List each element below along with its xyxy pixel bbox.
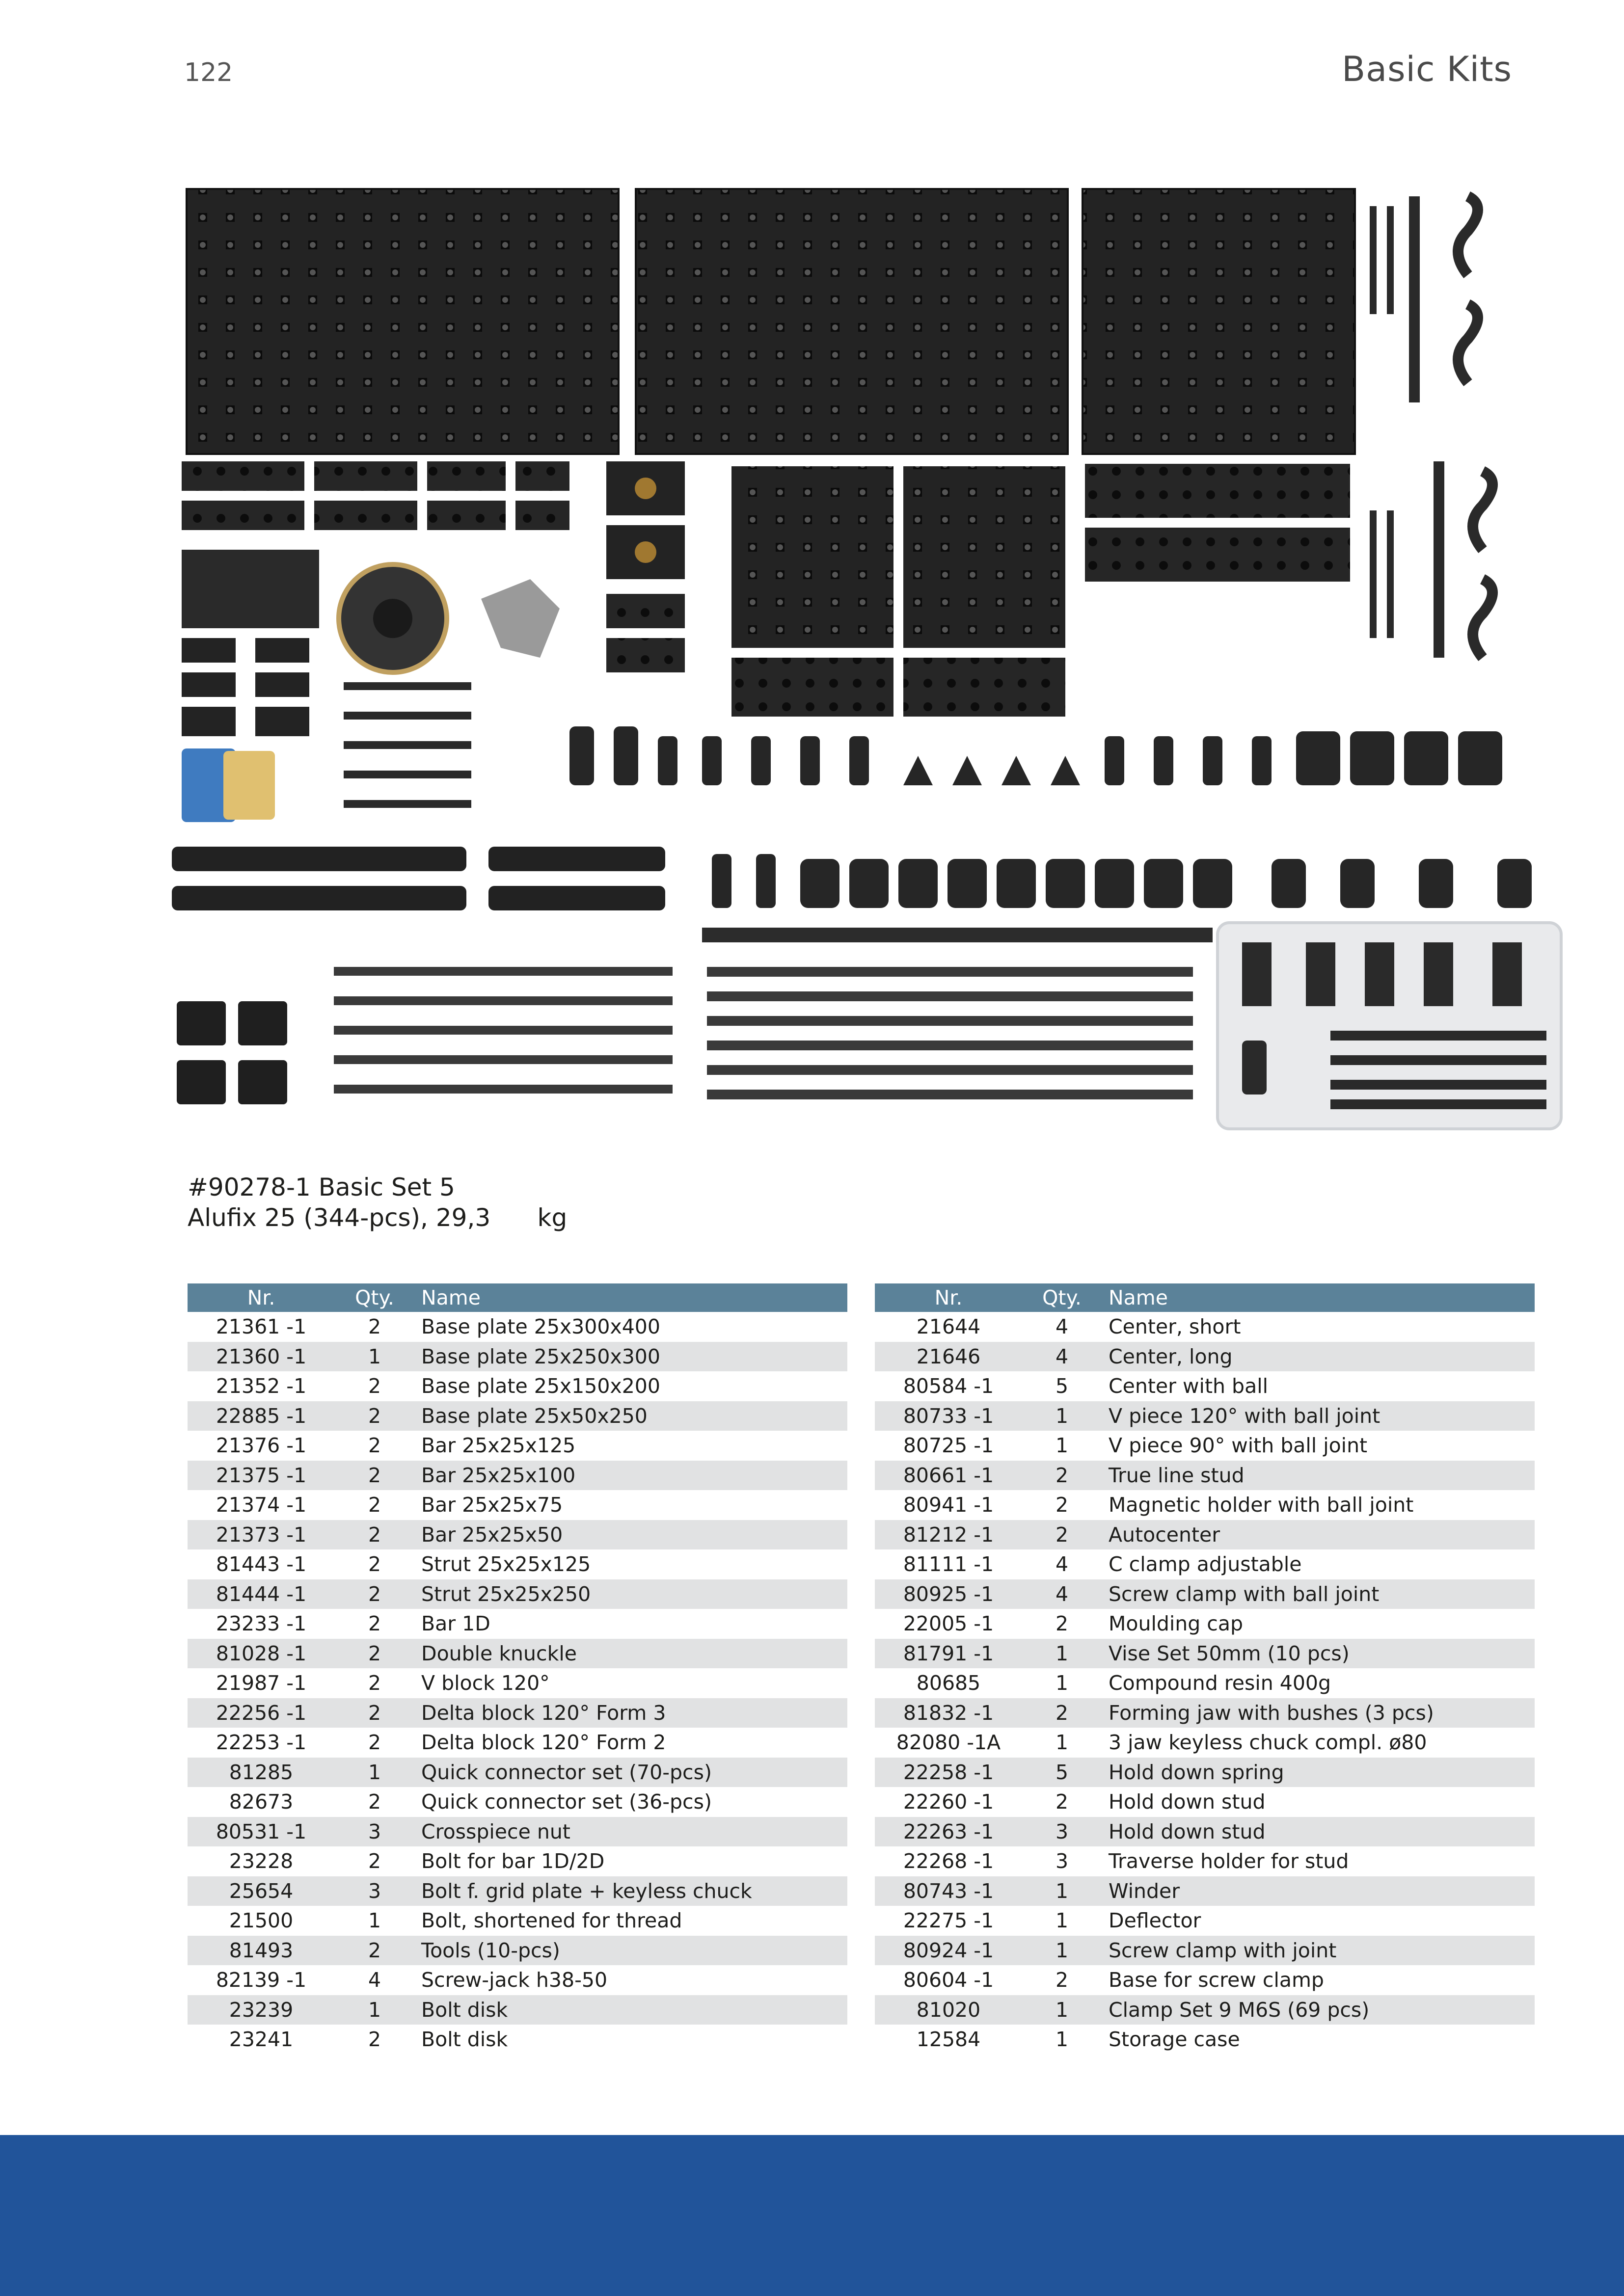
part-number-cell: 21644 [916, 1315, 981, 1339]
part-name-cell: Tools (10-pcs) [414, 1936, 847, 1966]
table-row [188, 1668, 847, 1698]
table-row [875, 1312, 1535, 1342]
part-number-cell: 81832 -1 [875, 1698, 1022, 1728]
table-row [188, 1401, 847, 1431]
part-name-cell: Traverse holder for stud [1109, 1849, 1349, 1873]
parts-table-body [875, 1312, 1535, 2055]
quantity-cell: 2 [1055, 1612, 1069, 1636]
part-name-cell: Base plate 25x300x400 [421, 1315, 660, 1339]
set-title: #90278-1 Basic Set 5 [188, 1173, 455, 1201]
table-row [875, 1787, 1535, 1817]
part-number-cell: 80941 -1 [903, 1493, 994, 1517]
table-row [188, 1371, 847, 1401]
table-row [875, 1461, 1535, 1491]
part-number-cell: 22885 -1 [188, 1401, 335, 1431]
section-title: Basic Kits [1342, 49, 1512, 89]
part-name-cell: True line stud [1102, 1461, 1535, 1491]
quantity-cell: 2 [368, 1612, 381, 1636]
part-number-cell: 21374 -1 [216, 1493, 307, 1517]
table-row [875, 1698, 1535, 1728]
part-number-cell: 81493 [188, 1936, 335, 1966]
quantity-cell: 2 [335, 1639, 414, 1669]
part-name-cell: Magnetic holder with ball joint [1109, 1493, 1414, 1517]
quantity-cell: 2 [335, 1401, 414, 1431]
part-name-cell: Bar 25x25x125 [421, 1434, 576, 1458]
set-subtitle: Alufix 25 (344-pcs), 29,3 kg [188, 1203, 568, 1232]
table-row [875, 1431, 1535, 1461]
quantity-cell: 1 [335, 1342, 414, 1372]
part-name-cell: Bolt disk [421, 2028, 508, 2052]
table-row [188, 1609, 847, 1639]
column-header-nr: Nr. [875, 1283, 1022, 1312]
part-name-cell: Bolt disk [414, 1995, 847, 2025]
part-name-cell: Strut 25x25x125 [421, 1552, 591, 1576]
column-header-qty: Qty. [335, 1283, 414, 1312]
part-name-cell: Storage case [1109, 2028, 1240, 2052]
quantity-cell: 1 [1055, 1671, 1069, 1695]
table-row [188, 1312, 847, 1342]
part-number-cell: 21352 -1 [216, 1374, 307, 1398]
table-row [875, 1520, 1535, 1550]
quantity-cell: 2 [335, 1461, 414, 1491]
quantity-cell: 1 [1055, 1731, 1069, 1755]
table-row [188, 1520, 847, 1550]
table-row [188, 1817, 847, 1847]
quantity-cell: 3 [335, 1876, 414, 1906]
quantity-cell: 1 [1022, 1401, 1102, 1431]
part-name-cell: C clamp adjustable [1109, 1552, 1302, 1576]
table-row [875, 1965, 1535, 1995]
quantity-cell: 1 [1022, 1936, 1102, 1966]
part-number-cell: 81212 -1 [875, 1520, 1022, 1550]
quantity-cell: 2 [335, 1520, 414, 1550]
quantity-cell: 2 [368, 1493, 381, 1517]
quantity-cell: 2 [368, 1671, 381, 1695]
part-number-cell: 81028 -1 [188, 1639, 335, 1669]
quantity-cell: 2 [368, 1552, 381, 1576]
part-name-cell: Base for screw clamp [1109, 1968, 1324, 1992]
parts-table-body [188, 1312, 847, 2055]
table-row [188, 2025, 847, 2055]
part-name-cell: Quick connector set (70-pcs) [414, 1758, 847, 1788]
part-number-cell: 80685 [916, 1671, 981, 1695]
part-number-cell: 82080 -1A [896, 1731, 1001, 1755]
part-name-cell: Base plate 25x50x250 [414, 1401, 847, 1431]
part-number-cell: 80531 -1 [188, 1817, 335, 1847]
column-header-name: Name [414, 1283, 847, 1312]
set-heading [188, 1172, 567, 1233]
parts-table-left [188, 1283, 847, 2055]
quantity-cell: 1 [1055, 2028, 1069, 2052]
table-row [875, 1342, 1535, 1372]
table-row [188, 1461, 847, 1491]
quantity-cell: 3 [1022, 1817, 1102, 1847]
quantity-cell: 4 [1055, 1552, 1069, 1576]
table-row [875, 1906, 1535, 1936]
part-name-cell: Bar 25x25x75 [421, 1493, 563, 1517]
part-number-cell: 80743 -1 [875, 1876, 1022, 1906]
table-row [188, 1965, 847, 1995]
part-name-cell: Double knuckle [414, 1639, 847, 1669]
table-row [188, 1639, 847, 1669]
table-row [188, 1579, 847, 1609]
part-name-cell: Center with ball [1109, 1374, 1268, 1398]
part-number-cell: 21360 -1 [188, 1342, 335, 1372]
table-row [875, 1371, 1535, 1401]
part-number-cell: 23239 [188, 1995, 335, 2025]
quantity-cell: 5 [1022, 1758, 1102, 1788]
table-row [188, 1787, 847, 1817]
table-row [875, 1995, 1535, 2025]
quantity-cell: 2 [1055, 1790, 1069, 1814]
table-row [875, 1639, 1535, 1669]
part-name-cell: Winder [1102, 1876, 1535, 1906]
part-number-cell: 81285 [188, 1758, 335, 1788]
part-name-cell: Bolt for bar 1D/2D [421, 1849, 605, 1873]
quantity-cell: 2 [368, 1849, 381, 1873]
table-row [875, 1876, 1535, 1906]
quantity-cell: 2 [368, 1315, 381, 1339]
quantity-cell: 2 [368, 2028, 381, 2052]
table-row [188, 1846, 847, 1876]
part-name-cell: Bolt f. grid plate + keyless chuck [414, 1876, 847, 1906]
part-name-cell: Compound resin 400g [1109, 1671, 1331, 1695]
part-number-cell: 21375 -1 [188, 1461, 335, 1491]
part-name-cell: Screw clamp with ball joint [1102, 1579, 1535, 1609]
quantity-cell: 2 [1022, 1461, 1102, 1491]
part-number-cell: 21987 -1 [216, 1671, 307, 1695]
quantity-cell: 4 [368, 1968, 381, 1992]
table-row [188, 1995, 847, 2025]
part-name-cell: Vise Set 50mm (10 pcs) [1102, 1639, 1535, 1669]
table-row [188, 1549, 847, 1579]
quantity-cell: 3 [1055, 1849, 1069, 1873]
quantity-cell: 2 [368, 1374, 381, 1398]
table-row [188, 1490, 847, 1520]
part-name-cell: Quick connector set (36-pcs) [421, 1790, 712, 1814]
part-name-cell: Deflector [1109, 1909, 1201, 1933]
quantity-cell: 1 [335, 1995, 414, 2025]
table-header-row [188, 1283, 847, 1312]
parts-table-right [875, 1283, 1535, 2055]
part-name-cell: Forming jaw with bushes (3 pcs) [1102, 1698, 1535, 1728]
part-name-cell: Center, long [1102, 1342, 1535, 1372]
part-number-cell: 22268 -1 [903, 1849, 994, 1873]
table-row [875, 1490, 1535, 1520]
part-number-cell: 23228 [229, 1849, 294, 1873]
quantity-cell: 1 [1055, 1909, 1069, 1933]
part-number-cell: 81443 -1 [216, 1552, 307, 1576]
part-number-cell: 80604 -1 [903, 1968, 994, 1992]
product-photo [162, 177, 1581, 1144]
part-name-cell: Bar 25x25x50 [414, 1520, 847, 1550]
quantity-cell: 4 [1022, 1579, 1102, 1609]
quantity-cell: 1 [335, 1758, 414, 1788]
part-number-cell: 80661 -1 [875, 1461, 1022, 1491]
part-name-cell: Crosspiece nut [414, 1817, 847, 1847]
part-number-cell: 23233 -1 [216, 1612, 307, 1636]
part-number-cell: 81444 -1 [188, 1579, 335, 1609]
part-name-cell: Bar 1D [421, 1612, 490, 1636]
part-number-cell: 22005 -1 [903, 1612, 994, 1636]
part-name-cell: Screw clamp with joint [1102, 1936, 1535, 1966]
part-number-cell: 21646 [875, 1342, 1022, 1372]
table-row [188, 1906, 847, 1936]
part-number-cell: 80924 -1 [875, 1936, 1022, 1966]
column-header-name: Name [1102, 1283, 1535, 1312]
quantity-cell: 3 [335, 1817, 414, 1847]
part-number-cell: 22260 -1 [903, 1790, 994, 1814]
part-number-cell: 25654 [188, 1876, 335, 1906]
part-number-cell: 81020 [875, 1995, 1022, 2025]
quantity-cell: 4 [1055, 1315, 1069, 1339]
part-number-cell: 80925 -1 [875, 1579, 1022, 1609]
part-number-cell: 21373 -1 [188, 1520, 335, 1550]
part-name-cell: V piece 120° with ball joint [1102, 1401, 1535, 1431]
table-row [188, 1431, 847, 1461]
part-number-cell: 22275 -1 [903, 1909, 994, 1933]
column-header-nr: Nr. [188, 1283, 335, 1312]
quantity-cell: 4 [1022, 1342, 1102, 1372]
part-number-cell: 82139 -1 [216, 1968, 307, 1992]
part-number-cell: 23241 [229, 2028, 294, 2052]
table-row [875, 1579, 1535, 1609]
part-name-cell: Strut 25x25x250 [414, 1579, 847, 1609]
quantity-cell: 1 [1022, 1995, 1102, 2025]
quantity-cell: 2 [1022, 1698, 1102, 1728]
quantity-cell: 1 [1055, 1434, 1069, 1458]
quantity-cell: 2 [368, 1434, 381, 1458]
kit-components-illustration [162, 177, 1581, 1144]
quantity-cell: 1 [368, 1909, 381, 1933]
quantity-cell: 2 [1022, 1520, 1102, 1550]
part-name-cell: Hold down spring [1102, 1758, 1535, 1788]
table-row [188, 1728, 847, 1758]
quantity-cell: 2 [335, 1698, 414, 1728]
table-row [188, 1342, 847, 1372]
table-row [875, 1668, 1535, 1698]
table-row [875, 1401, 1535, 1431]
table-row [875, 2025, 1535, 2055]
table-header-row [875, 1283, 1535, 1312]
column-header-qty: Qty. [1022, 1283, 1102, 1312]
table-row [875, 1758, 1535, 1788]
table-row [875, 1549, 1535, 1579]
table-row [875, 1817, 1535, 1847]
quantity-cell: 5 [1055, 1374, 1069, 1398]
part-number-cell: 80725 -1 [903, 1434, 994, 1458]
part-number-cell: 80733 -1 [875, 1401, 1022, 1431]
table-row [875, 1728, 1535, 1758]
part-name-cell: V piece 90° with ball joint [1109, 1434, 1368, 1458]
part-number-cell: 81791 -1 [875, 1639, 1022, 1669]
part-name-cell: Base plate 25x150x200 [421, 1374, 660, 1398]
table-row [188, 1758, 847, 1788]
table-row [875, 1609, 1535, 1639]
page-number: 122 [184, 58, 233, 87]
part-number-cell: 22263 -1 [875, 1817, 1022, 1847]
part-name-cell: Delta block 120° Form 3 [414, 1698, 847, 1728]
part-number-cell: 80584 -1 [903, 1374, 994, 1398]
quantity-cell: 2 [368, 1731, 381, 1755]
quantity-cell: 2 [368, 1790, 381, 1814]
part-name-cell: Moulding cap [1109, 1612, 1243, 1636]
part-number-cell: 21361 -1 [216, 1315, 307, 1339]
quantity-cell: 2 [335, 1936, 414, 1966]
part-number-cell: 81111 -1 [903, 1552, 994, 1576]
part-number-cell: 21376 -1 [216, 1434, 307, 1458]
part-name-cell: Hold down stud [1109, 1790, 1266, 1814]
part-name-cell: 3 jaw keyless chuck compl. ø80 [1109, 1731, 1427, 1755]
part-name-cell: Delta block 120° Form 2 [421, 1731, 666, 1755]
quantity-cell: 2 [1055, 1968, 1069, 1992]
part-number-cell: 12584 [916, 2028, 981, 2052]
part-name-cell: Center, short [1109, 1315, 1241, 1339]
part-name-cell: Base plate 25x250x300 [414, 1342, 847, 1372]
table-row [875, 1936, 1535, 1966]
table-row [188, 1698, 847, 1728]
part-name-cell: Bar 25x25x100 [414, 1461, 847, 1491]
part-name-cell: Screw-jack h38-50 [421, 1968, 608, 1992]
part-name-cell: Bolt, shortened for thread [421, 1909, 682, 1933]
quantity-cell: 2 [335, 1579, 414, 1609]
quantity-cell: 1 [1022, 1876, 1102, 1906]
part-number-cell: 22256 -1 [188, 1698, 335, 1728]
table-row [188, 1876, 847, 1906]
quantity-cell: 1 [1022, 1639, 1102, 1669]
part-number-cell: 22253 -1 [216, 1731, 307, 1755]
part-number-cell: 22258 -1 [875, 1758, 1022, 1788]
table-row [188, 1936, 847, 1966]
table-row [875, 1846, 1535, 1876]
quantity-cell: 2 [1055, 1493, 1069, 1517]
footer-bar [0, 2135, 1624, 2296]
part-name-cell: Clamp Set 9 M6S (69 pcs) [1102, 1995, 1535, 2025]
part-name-cell: Autocenter [1102, 1520, 1535, 1550]
part-name-cell: Hold down stud [1102, 1817, 1535, 1847]
part-number-cell: 82673 [229, 1790, 294, 1814]
part-number-cell: 21500 [229, 1909, 294, 1933]
part-name-cell: V block 120° [421, 1671, 550, 1695]
